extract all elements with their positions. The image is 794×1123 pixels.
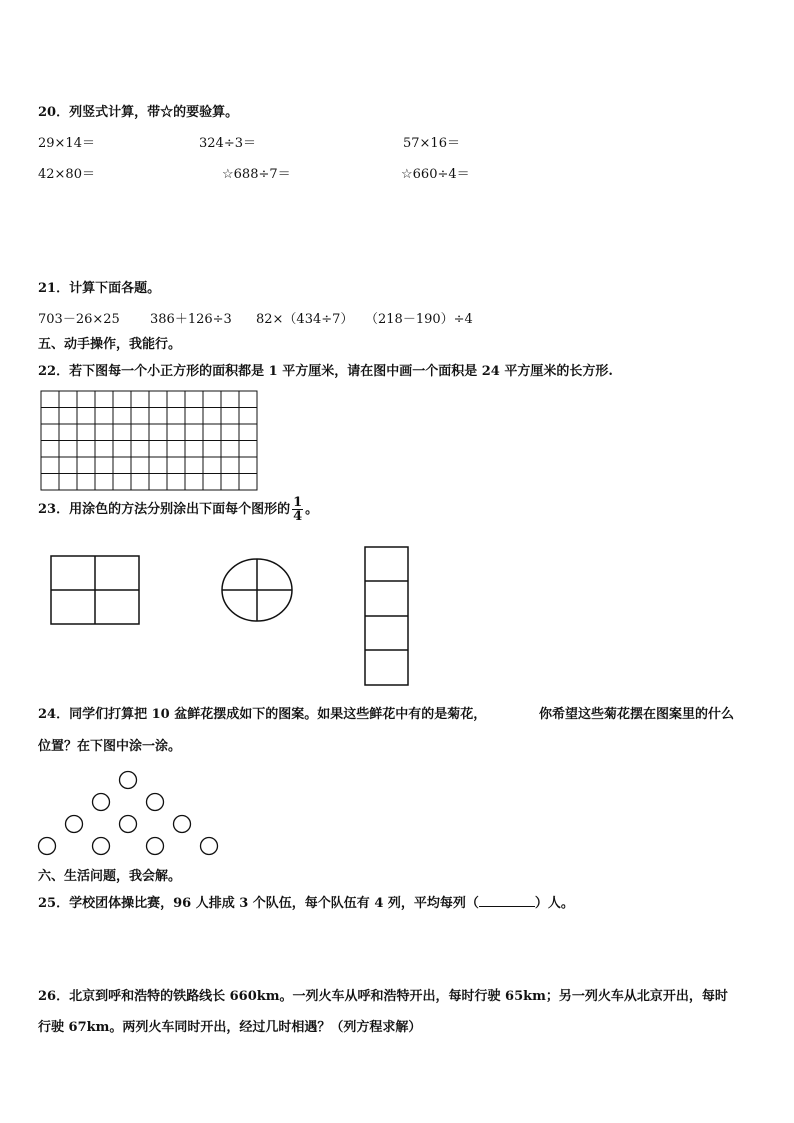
grid-cell[interactable]: [221, 474, 239, 491]
grid-cell[interactable]: [239, 391, 257, 408]
square-shape-quartered[interactable]: [50, 555, 142, 627]
grid-cell[interactable]: [59, 391, 77, 408]
flower-pot-circle[interactable]: [147, 838, 164, 855]
grid-cell[interactable]: [149, 424, 167, 441]
grid-cell[interactable]: [185, 391, 203, 408]
q20-item-3: 57×16＝: [403, 136, 460, 151]
grid-cell[interactable]: [221, 424, 239, 441]
section-5-heading: 五、动手操作，我能行。: [38, 337, 182, 352]
answer-blank[interactable]: [479, 894, 535, 907]
grid-cell[interactable]: [113, 474, 131, 491]
fraction-denominator: 4: [293, 509, 303, 524]
grid-cell[interactable]: [41, 441, 59, 458]
q24-line-2: 位置？在下图中涂一涂。: [38, 739, 182, 754]
grid-cell[interactable]: [41, 457, 59, 474]
grid-cell[interactable]: [113, 457, 131, 474]
grid-cell[interactable]: [131, 391, 149, 408]
grid-cell[interactable]: [149, 457, 167, 474]
grid-cell[interactable]: [59, 424, 77, 441]
grid-cell[interactable]: [221, 391, 239, 408]
q21-title: 21．计算下面各题。: [38, 281, 161, 296]
grid-cell[interactable]: [185, 457, 203, 474]
q22-title: 22．若下图每一个小正方形的面积都是 1 平方厘米，请在图中画一个面积是 24 平方厘米的长方形.: [38, 364, 613, 379]
q20-title: 20．列竖式计算，带☆的要验算。: [38, 105, 239, 120]
q24-line-1b: 你希望这些菊花摆在图案里的什么: [539, 707, 735, 722]
grid-cell[interactable]: [203, 457, 221, 474]
grid-cell[interactable]: [239, 408, 257, 425]
grid-cell[interactable]: [41, 391, 59, 408]
grid-cell[interactable]: [59, 408, 77, 425]
grid-cell[interactable]: [77, 408, 95, 425]
q24-line-1a: 24．同学们打算把 10 盆鲜花摆成如下的图案。如果这些鲜花中有的是菊花，: [38, 707, 487, 722]
grid-cell[interactable]: [113, 391, 131, 408]
grid-cell[interactable]: [131, 441, 149, 458]
q26-line-1: 26．北京到呼和浩特的铁路线长 660km。一列火车从呼和浩特开出，每时行驶 65km；另一列火车从北京开出，每时: [38, 989, 728, 1004]
grid-cell[interactable]: [77, 441, 95, 458]
q25-text-after: ）人。: [534, 896, 574, 911]
grid-cell[interactable]: [131, 408, 149, 425]
grid-cell[interactable]: [95, 441, 113, 458]
grid-cell[interactable]: [239, 474, 257, 491]
flower-pot-circle[interactable]: [201, 838, 218, 855]
q23-title-end: 。: [305, 502, 319, 517]
grid-cell[interactable]: [113, 408, 131, 425]
q23-title-text: 23．用涂色的方法分别涂出下面每个图形的: [38, 502, 291, 517]
grid-cell[interactable]: [131, 457, 149, 474]
grid-cell[interactable]: [131, 474, 149, 491]
square-grid[interactable]: [40, 390, 260, 495]
flower-triangle-pattern: [30, 765, 230, 865]
grid-cell[interactable]: [203, 441, 221, 458]
grid-cell[interactable]: [239, 441, 257, 458]
grid-cell[interactable]: [59, 441, 77, 458]
grid-cell[interactable]: [149, 474, 167, 491]
q20-item-6: ☆660÷4＝: [401, 167, 470, 182]
grid-cell[interactable]: [113, 441, 131, 458]
grid-cell[interactable]: [239, 457, 257, 474]
circle-shape-quartered[interactable]: [221, 558, 295, 624]
grid-cell[interactable]: [167, 408, 185, 425]
one-quarter-fraction: [292, 496, 303, 523]
grid-cell[interactable]: [185, 441, 203, 458]
grid-cell[interactable]: [113, 424, 131, 441]
flower-pot-circle[interactable]: [120, 816, 137, 833]
grid-cell[interactable]: [239, 424, 257, 441]
q20-item-2: 324÷3＝: [199, 136, 256, 151]
grid-cell[interactable]: [221, 457, 239, 474]
grid-cell[interactable]: [77, 474, 95, 491]
flower-pot-circle[interactable]: [174, 816, 191, 833]
flower-pot-circle[interactable]: [120, 772, 137, 789]
grid-cell[interactable]: [167, 474, 185, 491]
section-6-heading: 六、生活问题，我会解。: [38, 869, 182, 884]
grid-cell[interactable]: [149, 391, 167, 408]
grid-cell[interactable]: [167, 457, 185, 474]
q26-line-2: 行驶 67km。两列火车同时开出，经过几时相遇？（列方程求解）: [38, 1020, 422, 1035]
grid-cell[interactable]: [185, 408, 203, 425]
grid-cell[interactable]: [203, 474, 221, 491]
q20-item-5: ☆688÷7＝: [222, 167, 291, 182]
grid-cell[interactable]: [221, 408, 239, 425]
flower-pot-circle[interactable]: [93, 794, 110, 811]
q21-item-3: 82×（434÷7）: [256, 312, 354, 327]
rectangle-shape-quartered[interactable]: [363, 546, 411, 688]
grid-cell[interactable]: [95, 457, 113, 474]
q25-text: [38, 894, 574, 913]
grid-cell[interactable]: [59, 474, 77, 491]
grid-cell[interactable]: [203, 408, 221, 425]
grid-cell[interactable]: [167, 441, 185, 458]
grid-cell[interactable]: [221, 441, 239, 458]
grid-cell[interactable]: [41, 424, 59, 441]
q20-item-4: 42×80＝: [38, 167, 95, 182]
grid-cell[interactable]: [95, 424, 113, 441]
q21-item-4: （218－190）÷4: [365, 312, 473, 327]
grid-cell[interactable]: [95, 408, 113, 425]
grid-cell[interactable]: [167, 391, 185, 408]
grid-cell[interactable]: [203, 391, 221, 408]
q21-item-2: 386＋126÷3: [150, 312, 232, 327]
q25-text-before: 25．学校团体操比赛，96 人排成 3 个队伍，每个队伍有 4 列，平均每列（: [38, 896, 479, 911]
q20-item-1: 29×14＝: [38, 136, 95, 151]
grid-cell[interactable]: [41, 408, 59, 425]
grid-cell[interactable]: [77, 424, 95, 441]
flower-pot-circle[interactable]: [66, 816, 83, 833]
fraction-numerator: 1: [293, 495, 303, 510]
grid-cell[interactable]: [149, 441, 167, 458]
q21-item-1: 703－26×25: [38, 312, 120, 327]
grid-cell[interactable]: [185, 474, 203, 491]
grid-cell[interactable]: [59, 457, 77, 474]
grid-cell[interactable]: [41, 474, 59, 491]
grid-cell[interactable]: [77, 457, 95, 474]
grid-cell[interactable]: [131, 424, 149, 441]
flower-pot-circle[interactable]: [147, 794, 164, 811]
grid-cell[interactable]: [167, 424, 185, 441]
flower-pot-circle[interactable]: [39, 838, 56, 855]
grid-cell[interactable]: [149, 408, 167, 425]
grid-cell[interactable]: [203, 424, 221, 441]
flower-pot-circle[interactable]: [93, 838, 110, 855]
grid-cell[interactable]: [95, 474, 113, 491]
grid-cell[interactable]: [95, 391, 113, 408]
q23-title: [38, 494, 318, 526]
grid-cell[interactable]: [185, 424, 203, 441]
grid-cell[interactable]: [77, 391, 95, 408]
